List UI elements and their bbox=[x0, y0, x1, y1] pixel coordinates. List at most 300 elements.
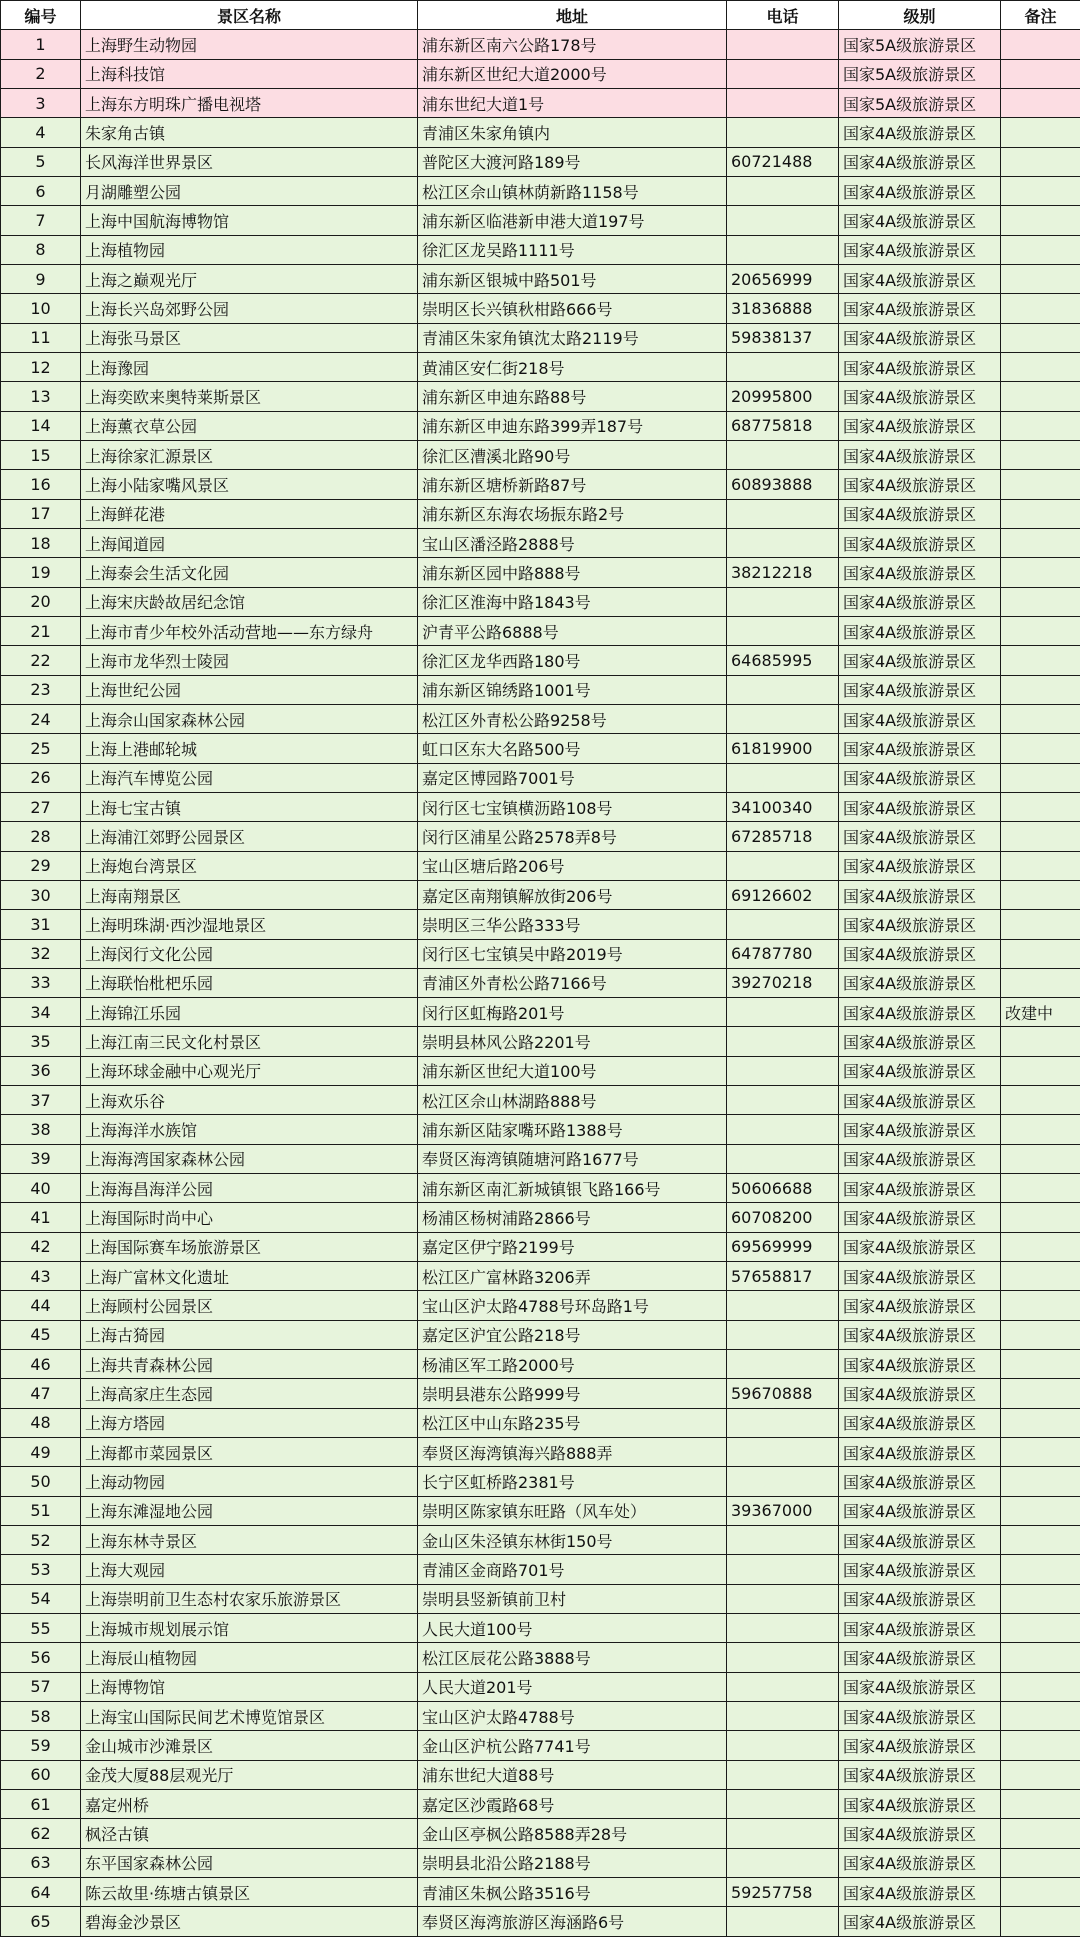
cell-name[interactable]: 上海欢乐谷 bbox=[81, 1086, 418, 1115]
cell-level[interactable]: 国家4A级旅游景区 bbox=[839, 1907, 1001, 1936]
cell-name[interactable]: 陈云故里·练塘古镇景区 bbox=[81, 1878, 418, 1907]
cell-phone[interactable]: 39270218 bbox=[727, 968, 839, 997]
cell-name[interactable]: 上海豫园 bbox=[81, 352, 418, 381]
cell-note[interactable] bbox=[1001, 1056, 1080, 1085]
cell-address[interactable]: 青浦区朱家角镇内 bbox=[418, 118, 727, 147]
cell-no[interactable]: 43 bbox=[1, 1262, 81, 1291]
cell-name[interactable]: 上海薰衣草公园 bbox=[81, 411, 418, 440]
cell-no[interactable]: 26 bbox=[1, 763, 81, 792]
cell-address[interactable]: 崇明县北沿公路2188号 bbox=[418, 1848, 727, 1877]
cell-no[interactable]: 17 bbox=[1, 499, 81, 528]
cell-address[interactable]: 金山区亭枫公路8588弄28号 bbox=[418, 1819, 727, 1848]
cell-phone[interactable] bbox=[727, 1584, 839, 1613]
cell-no[interactable]: 61 bbox=[1, 1790, 81, 1819]
cell-name[interactable]: 上海上港邮轮城 bbox=[81, 734, 418, 763]
cell-note[interactable] bbox=[1001, 264, 1080, 293]
cell-name[interactable]: 上海动物园 bbox=[81, 1467, 418, 1496]
cell-name[interactable]: 上海都市菜园景区 bbox=[81, 1438, 418, 1467]
cell-note[interactable] bbox=[1001, 1379, 1080, 1408]
cell-address[interactable]: 奉贤区海湾镇海兴路888弄 bbox=[418, 1438, 727, 1467]
cell-address[interactable]: 崇明区陈家镇东旺路（风车处） bbox=[418, 1496, 727, 1525]
table-row[interactable] bbox=[1, 1907, 1080, 1936]
cell-level[interactable]: 国家4A级旅游景区 bbox=[839, 1056, 1001, 1085]
table-row[interactable] bbox=[1, 1438, 1080, 1467]
cell-phone[interactable] bbox=[727, 1291, 839, 1320]
cell-level[interactable]: 国家4A级旅游景区 bbox=[839, 528, 1001, 557]
cell-name[interactable]: 上海张马景区 bbox=[81, 323, 418, 352]
cell-phone[interactable] bbox=[727, 1438, 839, 1467]
cell-name[interactable]: 上海方塔园 bbox=[81, 1408, 418, 1437]
table-row[interactable] bbox=[1, 1291, 1080, 1320]
cell-no[interactable]: 21 bbox=[1, 616, 81, 645]
cell-note[interactable] bbox=[1001, 792, 1080, 821]
cell-address[interactable]: 青浦区外青松公路7166号 bbox=[418, 968, 727, 997]
table-row[interactable] bbox=[1, 1526, 1080, 1555]
cell-address[interactable]: 崇明县港东公路999号 bbox=[418, 1379, 727, 1408]
cell-no[interactable]: 45 bbox=[1, 1320, 81, 1349]
cell-name[interactable]: 上海明珠湖·西沙湿地景区 bbox=[81, 910, 418, 939]
cell-note[interactable] bbox=[1001, 1702, 1080, 1731]
cell-no[interactable]: 6 bbox=[1, 176, 81, 205]
cell-level[interactable]: 国家4A级旅游景区 bbox=[839, 1027, 1001, 1056]
cell-note[interactable] bbox=[1001, 1086, 1080, 1115]
cell-name[interactable]: 上海奕欧来奥特莱斯景区 bbox=[81, 382, 418, 411]
cell-note[interactable] bbox=[1001, 675, 1080, 704]
cell-phone[interactable] bbox=[727, 1614, 839, 1643]
cell-address[interactable]: 徐汇区龙华西路180号 bbox=[418, 646, 727, 675]
cell-address[interactable]: 浦东新区园中路888号 bbox=[418, 558, 727, 587]
cell-note[interactable] bbox=[1001, 1350, 1080, 1379]
cell-no[interactable]: 34 bbox=[1, 998, 81, 1027]
cell-name[interactable]: 上海环球金融中心观光厅 bbox=[81, 1056, 418, 1085]
cell-level[interactable]: 国家4A级旅游景区 bbox=[839, 646, 1001, 675]
cell-address[interactable]: 青浦区金商路701号 bbox=[418, 1555, 727, 1584]
cell-name[interactable]: 朱家角古镇 bbox=[81, 118, 418, 147]
table-row[interactable] bbox=[1, 558, 1080, 587]
cell-no[interactable]: 60 bbox=[1, 1760, 81, 1789]
cell-level[interactable]: 国家4A级旅游景区 bbox=[839, 851, 1001, 880]
cell-address[interactable]: 杨浦区杨树浦路2866号 bbox=[418, 1203, 727, 1232]
cell-name[interactable]: 上海联怡枇杷乐园 bbox=[81, 968, 418, 997]
cell-name[interactable]: 上海宝山国际民间艺术博览馆景区 bbox=[81, 1702, 418, 1731]
cell-address[interactable]: 浦东新区塘桥新路87号 bbox=[418, 470, 727, 499]
cell-note[interactable] bbox=[1001, 1262, 1080, 1291]
cell-note[interactable] bbox=[1001, 1438, 1080, 1467]
cell-name[interactable]: 上海七宝古镇 bbox=[81, 792, 418, 821]
table-row[interactable] bbox=[1, 646, 1080, 675]
cell-level[interactable]: 国家4A级旅游景区 bbox=[839, 1731, 1001, 1760]
cell-level[interactable]: 国家4A级旅游景区 bbox=[839, 880, 1001, 909]
cell-level[interactable]: 国家4A级旅游景区 bbox=[839, 1350, 1001, 1379]
cell-address[interactable]: 崇明县竖新镇前卫村 bbox=[418, 1584, 727, 1613]
table-row[interactable] bbox=[1, 851, 1080, 880]
cell-phone[interactable] bbox=[727, 88, 839, 117]
cell-note[interactable] bbox=[1001, 1027, 1080, 1056]
cell-no[interactable]: 9 bbox=[1, 264, 81, 293]
table-row[interactable] bbox=[1, 1408, 1080, 1437]
table-row[interactable] bbox=[1, 528, 1080, 557]
cell-note[interactable] bbox=[1001, 1144, 1080, 1173]
cell-no[interactable]: 40 bbox=[1, 1174, 81, 1203]
cell-name[interactable]: 上海闻道园 bbox=[81, 528, 418, 557]
cell-name[interactable]: 上海佘山国家森林公园 bbox=[81, 704, 418, 733]
table-row[interactable] bbox=[1, 30, 1080, 59]
cell-name[interactable]: 长风海洋世界景区 bbox=[81, 147, 418, 176]
cell-phone[interactable]: 50606688 bbox=[727, 1174, 839, 1203]
cell-level[interactable]: 国家4A级旅游景区 bbox=[839, 998, 1001, 1027]
cell-address[interactable]: 徐汇区漕溪北路90号 bbox=[418, 440, 727, 469]
cell-address[interactable]: 嘉定区伊宁路2199号 bbox=[418, 1232, 727, 1261]
cell-level[interactable]: 国家4A级旅游景区 bbox=[839, 1438, 1001, 1467]
cell-level[interactable]: 国家4A级旅游景区 bbox=[839, 1232, 1001, 1261]
cell-address[interactable]: 宝山区塘后路206号 bbox=[418, 851, 727, 880]
cell-level[interactable]: 国家4A级旅游景区 bbox=[839, 206, 1001, 235]
cell-name[interactable]: 上海辰山植物园 bbox=[81, 1643, 418, 1672]
table-row[interactable] bbox=[1, 176, 1080, 205]
cell-note[interactable] bbox=[1001, 1760, 1080, 1789]
cell-address[interactable]: 崇明县林风公路2201号 bbox=[418, 1027, 727, 1056]
table-row[interactable] bbox=[1, 1350, 1080, 1379]
table-row[interactable] bbox=[1, 1643, 1080, 1672]
cell-no[interactable]: 38 bbox=[1, 1115, 81, 1144]
cell-level[interactable]: 国家4A级旅游景区 bbox=[839, 1878, 1001, 1907]
cell-no[interactable]: 50 bbox=[1, 1467, 81, 1496]
cell-note[interactable] bbox=[1001, 1790, 1080, 1819]
cell-note[interactable] bbox=[1001, 88, 1080, 117]
cell-level[interactable]: 国家5A级旅游景区 bbox=[839, 30, 1001, 59]
cell-address[interactable]: 奉贤区海湾旅游区海涵路6号 bbox=[418, 1907, 727, 1936]
cell-note[interactable] bbox=[1001, 1643, 1080, 1672]
cell-address[interactable]: 松江区佘山林湖路888号 bbox=[418, 1086, 727, 1115]
cell-phone[interactable] bbox=[727, 1848, 839, 1877]
table-row[interactable] bbox=[1, 704, 1080, 733]
table-row[interactable] bbox=[1, 1496, 1080, 1525]
cell-name[interactable]: 上海浦江郊野公园景区 bbox=[81, 822, 418, 851]
cell-name[interactable]: 上海国际时尚中心 bbox=[81, 1203, 418, 1232]
cell-address[interactable]: 浦东新区临港新申港大道197号 bbox=[418, 206, 727, 235]
cell-no[interactable]: 7 bbox=[1, 206, 81, 235]
cell-name[interactable]: 上海海洋水族馆 bbox=[81, 1115, 418, 1144]
cell-phone[interactable] bbox=[727, 118, 839, 147]
cell-phone[interactable] bbox=[727, 1760, 839, 1789]
cell-address[interactable]: 宝山区沪太路4788号 bbox=[418, 1702, 727, 1731]
cell-address[interactable]: 浦东新区南汇新城镇银飞路166号 bbox=[418, 1174, 727, 1203]
cell-phone[interactable]: 20995800 bbox=[727, 382, 839, 411]
cell-name[interactable]: 上海小陆家嘴风景区 bbox=[81, 470, 418, 499]
cell-note[interactable] bbox=[1001, 646, 1080, 675]
cell-note[interactable] bbox=[1001, 558, 1080, 587]
cell-name[interactable]: 上海顾村公园景区 bbox=[81, 1291, 418, 1320]
cell-address[interactable]: 浦东新区南六公路178号 bbox=[418, 30, 727, 59]
table-row[interactable] bbox=[1, 910, 1080, 939]
table-row[interactable] bbox=[1, 264, 1080, 293]
cell-address[interactable]: 嘉定区沪宜公路218号 bbox=[418, 1320, 727, 1349]
cell-note[interactable] bbox=[1001, 1115, 1080, 1144]
cell-no[interactable]: 31 bbox=[1, 910, 81, 939]
cell-phone[interactable] bbox=[727, 1702, 839, 1731]
cell-no[interactable]: 37 bbox=[1, 1086, 81, 1115]
cell-address[interactable]: 嘉定区沙霞路68号 bbox=[418, 1790, 727, 1819]
cell-level[interactable]: 国家4A级旅游景区 bbox=[839, 499, 1001, 528]
cell-address[interactable]: 宝山区潘泾路2888号 bbox=[418, 528, 727, 557]
cell-no[interactable]: 22 bbox=[1, 646, 81, 675]
table-row[interactable] bbox=[1, 206, 1080, 235]
cell-address[interactable]: 人民大道100号 bbox=[418, 1614, 727, 1643]
cell-note[interactable] bbox=[1001, 1174, 1080, 1203]
table-row[interactable] bbox=[1, 1467, 1080, 1496]
cell-no[interactable]: 8 bbox=[1, 235, 81, 264]
cell-address[interactable]: 松江区辰花公路3888号 bbox=[418, 1643, 727, 1672]
cell-level[interactable]: 国家4A级旅游景区 bbox=[839, 1467, 1001, 1496]
cell-note[interactable] bbox=[1001, 440, 1080, 469]
cell-address[interactable]: 闵行区浦星公路2578弄8号 bbox=[418, 822, 727, 851]
cell-phone[interactable]: 59670888 bbox=[727, 1379, 839, 1408]
cell-level[interactable]: 国家4A级旅游景区 bbox=[839, 1174, 1001, 1203]
cell-address[interactable]: 浦东新区申迪东路399弄187号 bbox=[418, 411, 727, 440]
cell-address[interactable]: 青浦区朱枫公路3516号 bbox=[418, 1878, 727, 1907]
cell-phone[interactable]: 57658817 bbox=[727, 1262, 839, 1291]
cell-name[interactable]: 枫泾古镇 bbox=[81, 1819, 418, 1848]
cell-phone[interactable] bbox=[727, 235, 839, 264]
cell-address[interactable]: 浦东新区银城中路501号 bbox=[418, 264, 727, 293]
cell-note[interactable] bbox=[1001, 910, 1080, 939]
cell-note[interactable] bbox=[1001, 235, 1080, 264]
table-row[interactable] bbox=[1, 1790, 1080, 1819]
cell-name[interactable]: 上海江南三民文化村景区 bbox=[81, 1027, 418, 1056]
cell-phone[interactable] bbox=[727, 206, 839, 235]
cell-level[interactable]: 国家4A级旅游景区 bbox=[839, 616, 1001, 645]
cell-phone[interactable] bbox=[727, 1144, 839, 1173]
cell-name[interactable]: 月湖雕塑公园 bbox=[81, 176, 418, 205]
cell-address[interactable]: 金山区沪杭公路7741号 bbox=[418, 1731, 727, 1760]
cell-level[interactable]: 国家4A级旅游景区 bbox=[839, 587, 1001, 616]
table-row[interactable] bbox=[1, 499, 1080, 528]
table-row[interactable] bbox=[1, 1379, 1080, 1408]
cell-level[interactable]: 国家4A级旅游景区 bbox=[839, 1760, 1001, 1789]
cell-phone[interactable]: 20656999 bbox=[727, 264, 839, 293]
cell-level[interactable]: 国家5A级旅游景区 bbox=[839, 59, 1001, 88]
table-row[interactable] bbox=[1, 59, 1080, 88]
table-row[interactable] bbox=[1, 734, 1080, 763]
cell-level[interactable]: 国家4A级旅游景区 bbox=[839, 264, 1001, 293]
cell-phone[interactable]: 69569999 bbox=[727, 1232, 839, 1261]
cell-note[interactable] bbox=[1001, 323, 1080, 352]
cell-note[interactable] bbox=[1001, 118, 1080, 147]
cell-note[interactable] bbox=[1001, 1496, 1080, 1525]
cell-note[interactable] bbox=[1001, 1907, 1080, 1936]
table-row[interactable] bbox=[1, 1086, 1080, 1115]
cell-address[interactable]: 普陀区大渡河路189号 bbox=[418, 147, 727, 176]
cell-no[interactable]: 59 bbox=[1, 1731, 81, 1760]
cell-level[interactable]: 国家4A级旅游景区 bbox=[839, 1496, 1001, 1525]
cell-level[interactable]: 国家5A级旅游景区 bbox=[839, 88, 1001, 117]
cell-note[interactable] bbox=[1001, 1555, 1080, 1584]
table-row[interactable] bbox=[1, 88, 1080, 117]
cell-note[interactable] bbox=[1001, 704, 1080, 733]
cell-name[interactable]: 上海城市规划展示馆 bbox=[81, 1614, 418, 1643]
cell-no[interactable]: 62 bbox=[1, 1819, 81, 1848]
cell-name[interactable]: 上海市龙华烈士陵园 bbox=[81, 646, 418, 675]
cell-address[interactable]: 浦东世纪大道88号 bbox=[418, 1760, 727, 1789]
cell-level[interactable]: 国家4A级旅游景区 bbox=[839, 822, 1001, 851]
cell-phone[interactable]: 61819900 bbox=[727, 734, 839, 763]
cell-level[interactable]: 国家4A级旅游景区 bbox=[839, 1790, 1001, 1819]
cell-no[interactable]: 2 bbox=[1, 59, 81, 88]
table-row[interactable] bbox=[1, 763, 1080, 792]
cell-note[interactable] bbox=[1001, 822, 1080, 851]
cell-address[interactable]: 嘉定区南翔镇解放街206号 bbox=[418, 880, 727, 909]
cell-name[interactable]: 上海鲜花港 bbox=[81, 499, 418, 528]
cell-level[interactable]: 国家4A级旅游景区 bbox=[839, 1320, 1001, 1349]
cell-note[interactable]: 改建中 bbox=[1001, 998, 1080, 1027]
cell-phone[interactable] bbox=[727, 1790, 839, 1819]
cell-name[interactable]: 上海宋庆龄故居纪念馆 bbox=[81, 587, 418, 616]
cell-address[interactable]: 徐汇区淮海中路1843号 bbox=[418, 587, 727, 616]
cell-level[interactable]: 国家4A级旅游景区 bbox=[839, 1262, 1001, 1291]
cell-name[interactable]: 上海植物园 bbox=[81, 235, 418, 264]
cell-phone[interactable] bbox=[727, 1907, 839, 1936]
cell-note[interactable] bbox=[1001, 1731, 1080, 1760]
cell-address[interactable]: 长宁区虹桥路2381号 bbox=[418, 1467, 727, 1496]
cell-phone[interactable]: 38212218 bbox=[727, 558, 839, 587]
cell-phone[interactable] bbox=[727, 998, 839, 1027]
table-row[interactable] bbox=[1, 382, 1080, 411]
cell-name[interactable]: 上海共青森林公园 bbox=[81, 1350, 418, 1379]
cell-phone[interactable] bbox=[727, 1056, 839, 1085]
header-phone[interactable]: 电话 bbox=[727, 1, 839, 30]
cell-no[interactable]: 20 bbox=[1, 587, 81, 616]
cell-address[interactable]: 崇明区三华公路333号 bbox=[418, 910, 727, 939]
cell-name[interactable]: 上海博物馆 bbox=[81, 1672, 418, 1701]
header-name[interactable]: 景区名称 bbox=[81, 1, 418, 30]
cell-phone[interactable]: 68775818 bbox=[727, 411, 839, 440]
cell-level[interactable]: 国家4A级旅游景区 bbox=[839, 147, 1001, 176]
header-level[interactable]: 级别 bbox=[839, 1, 1001, 30]
table-row[interactable] bbox=[1, 1144, 1080, 1173]
cell-name[interactable]: 嘉定州桥 bbox=[81, 1790, 418, 1819]
cell-phone[interactable]: 60708200 bbox=[727, 1203, 839, 1232]
table-row[interactable] bbox=[1, 1584, 1080, 1613]
cell-note[interactable] bbox=[1001, 1672, 1080, 1701]
cell-note[interactable] bbox=[1001, 147, 1080, 176]
cell-phone[interactable]: 64787780 bbox=[727, 939, 839, 968]
table-row[interactable] bbox=[1, 587, 1080, 616]
cell-no[interactable]: 58 bbox=[1, 1702, 81, 1731]
cell-note[interactable] bbox=[1001, 939, 1080, 968]
cell-address[interactable]: 崇明区长兴镇秋柑路666号 bbox=[418, 294, 727, 323]
cell-note[interactable] bbox=[1001, 968, 1080, 997]
cell-no[interactable]: 33 bbox=[1, 968, 81, 997]
cell-level[interactable]: 国家4A级旅游景区 bbox=[839, 704, 1001, 733]
cell-name[interactable]: 上海锦江乐园 bbox=[81, 998, 418, 1027]
cell-no[interactable]: 39 bbox=[1, 1144, 81, 1173]
cell-no[interactable]: 3 bbox=[1, 88, 81, 117]
cell-level[interactable]: 国家4A级旅游景区 bbox=[839, 1379, 1001, 1408]
cell-phone[interactable] bbox=[727, 176, 839, 205]
table-row[interactable] bbox=[1, 411, 1080, 440]
table-row[interactable] bbox=[1, 939, 1080, 968]
cell-level[interactable]: 国家4A级旅游景区 bbox=[839, 968, 1001, 997]
cell-phone[interactable] bbox=[727, 499, 839, 528]
cell-no[interactable]: 19 bbox=[1, 558, 81, 587]
cell-level[interactable]: 国家4A级旅游景区 bbox=[839, 792, 1001, 821]
table-row[interactable] bbox=[1, 1848, 1080, 1877]
cell-level[interactable]: 国家4A级旅游景区 bbox=[839, 440, 1001, 469]
cell-phone[interactable]: 39367000 bbox=[727, 1496, 839, 1525]
cell-name[interactable]: 上海广富林文化遗址 bbox=[81, 1262, 418, 1291]
cell-address[interactable]: 黄浦区安仁街218号 bbox=[418, 352, 727, 381]
cell-no[interactable]: 15 bbox=[1, 440, 81, 469]
cell-no[interactable]: 25 bbox=[1, 734, 81, 763]
cell-level[interactable]: 国家4A级旅游景区 bbox=[839, 1115, 1001, 1144]
cell-phone[interactable] bbox=[727, 352, 839, 381]
cell-phone[interactable]: 60721488 bbox=[727, 147, 839, 176]
cell-phone[interactable] bbox=[727, 675, 839, 704]
cell-address[interactable]: 虹口区东大名路500号 bbox=[418, 734, 727, 763]
cell-level[interactable]: 国家4A级旅游景区 bbox=[839, 939, 1001, 968]
cell-name[interactable]: 上海闵行文化公园 bbox=[81, 939, 418, 968]
cell-phone[interactable] bbox=[727, 59, 839, 88]
cell-no[interactable]: 51 bbox=[1, 1496, 81, 1525]
cell-level[interactable]: 国家4A级旅游景区 bbox=[839, 1584, 1001, 1613]
cell-level[interactable]: 国家4A级旅游景区 bbox=[839, 352, 1001, 381]
cell-phone[interactable]: 60893888 bbox=[727, 470, 839, 499]
cell-note[interactable] bbox=[1001, 1291, 1080, 1320]
cell-phone[interactable]: 69126602 bbox=[727, 880, 839, 909]
cell-note[interactable] bbox=[1001, 206, 1080, 235]
cell-address[interactable]: 松江区佘山镇林荫新路1158号 bbox=[418, 176, 727, 205]
cell-name[interactable]: 上海泰会生活文化园 bbox=[81, 558, 418, 587]
cell-address[interactable]: 浦东新区申迪东路88号 bbox=[418, 382, 727, 411]
cell-address[interactable]: 嘉定区博园路7001号 bbox=[418, 763, 727, 792]
cell-name[interactable]: 上海野生动物园 bbox=[81, 30, 418, 59]
table-row[interactable] bbox=[1, 440, 1080, 469]
cell-note[interactable] bbox=[1001, 734, 1080, 763]
cell-address[interactable]: 松江区中山东路235号 bbox=[418, 1408, 727, 1437]
cell-no[interactable]: 46 bbox=[1, 1350, 81, 1379]
cell-note[interactable] bbox=[1001, 176, 1080, 205]
cell-name[interactable]: 上海东林寺景区 bbox=[81, 1526, 418, 1555]
cell-level[interactable]: 国家4A级旅游景区 bbox=[839, 763, 1001, 792]
cell-note[interactable] bbox=[1001, 30, 1080, 59]
cell-note[interactable] bbox=[1001, 1320, 1080, 1349]
table-row[interactable] bbox=[1, 470, 1080, 499]
cell-name[interactable]: 上海海昌海洋公园 bbox=[81, 1174, 418, 1203]
table-row[interactable] bbox=[1, 880, 1080, 909]
cell-name[interactable]: 上海东方明珠广播电视塔 bbox=[81, 88, 418, 117]
table-row[interactable] bbox=[1, 616, 1080, 645]
cell-level[interactable]: 国家4A级旅游景区 bbox=[839, 294, 1001, 323]
cell-no[interactable]: 28 bbox=[1, 822, 81, 851]
table-row[interactable] bbox=[1, 998, 1080, 1027]
cell-note[interactable] bbox=[1001, 352, 1080, 381]
cell-no[interactable]: 35 bbox=[1, 1027, 81, 1056]
cell-phone[interactable]: 34100340 bbox=[727, 792, 839, 821]
cell-note[interactable] bbox=[1001, 1408, 1080, 1437]
cell-note[interactable] bbox=[1001, 1848, 1080, 1877]
table-row[interactable] bbox=[1, 1702, 1080, 1731]
cell-no[interactable]: 52 bbox=[1, 1526, 81, 1555]
cell-no[interactable]: 49 bbox=[1, 1438, 81, 1467]
cell-no[interactable]: 57 bbox=[1, 1672, 81, 1701]
cell-level[interactable]: 国家4A级旅游景区 bbox=[839, 1203, 1001, 1232]
cell-no[interactable]: 18 bbox=[1, 528, 81, 557]
cell-note[interactable] bbox=[1001, 1526, 1080, 1555]
cell-note[interactable] bbox=[1001, 382, 1080, 411]
cell-phone[interactable] bbox=[727, 528, 839, 557]
cell-phone[interactable]: 64685995 bbox=[727, 646, 839, 675]
cell-phone[interactable]: 59257758 bbox=[727, 1878, 839, 1907]
